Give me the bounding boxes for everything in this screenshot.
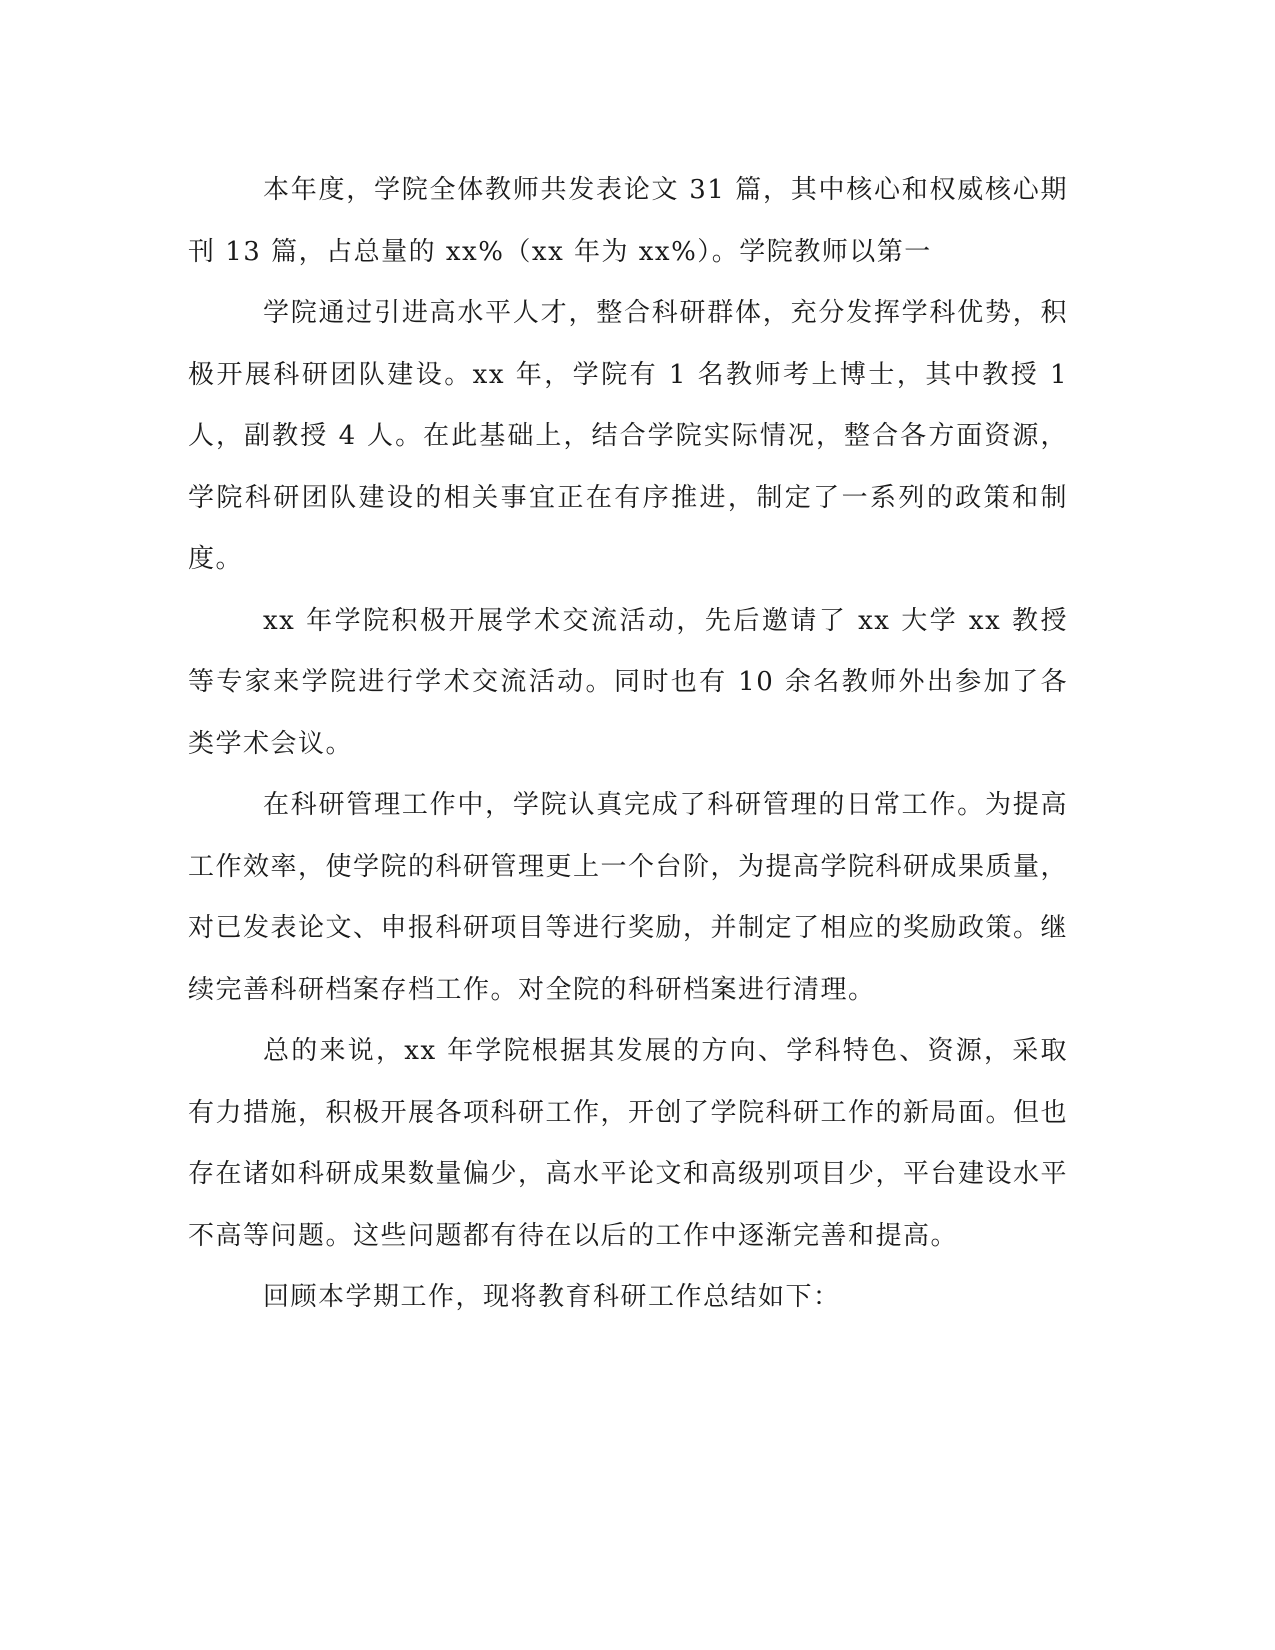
document-body: [188, 160, 1068, 1329]
paragraph-6: 回顾本学期工作，现将教育科研工作总结如下：: [263, 1282, 841, 1312]
paragraph-4: 在科研管理工作中，学院认真完成了科研管理的日常工作。为提高工作效率，使学院的科研管理更上一个台阶，为提高学院科研成果质量，对已发表论文、申报科研项目等进行奖励，并制定了相应的奖励政策。继续完善科研档案存档工作。对全院的科研档案进行清理。: [188, 790, 1069, 1005]
paragraph-2: 学院通过引进高水平人才，整合科研群体，充分发挥学科优势，积极开展科研团队建设。xx 年，学院有 1 名教师考上博士，其中教授 1 人，副教授 4 人。在此基础上，结合学院实际情况，整合各方面资源，学院科研团队建设的相关事宜正在有序推进，制定了一系列的政策和制度。: [188, 298, 1068, 574]
paragraph-1: 本年度，学院全体教师共发表论文 31 篇，其中核心和权威核心期刊 13 篇，占总量的 xx%（xx 年为 xx%）。学院教师以第一: [188, 175, 1068, 267]
paragraph-3: xx 年学院积极开展学术交流活动，先后邀请了 xx 大学 xx 教授等专家来学院进行学术交流活动。同时也有 10 余名教师外出参加了各类学术会议。: [188, 605, 1068, 759]
paragraph-5: 总的来说，xx 年学院根据其发展的方向、学科特色、资源，采取有力措施，积极开展各项科研工作，开创了学院科研工作的新局面。但也存在诸如科研成果数量偏少，高水平论文和高级别项目少，平台建设水平不高等问题。这些问题都有待在以后的工作中逐渐完善和提高。: [188, 1036, 1069, 1251]
